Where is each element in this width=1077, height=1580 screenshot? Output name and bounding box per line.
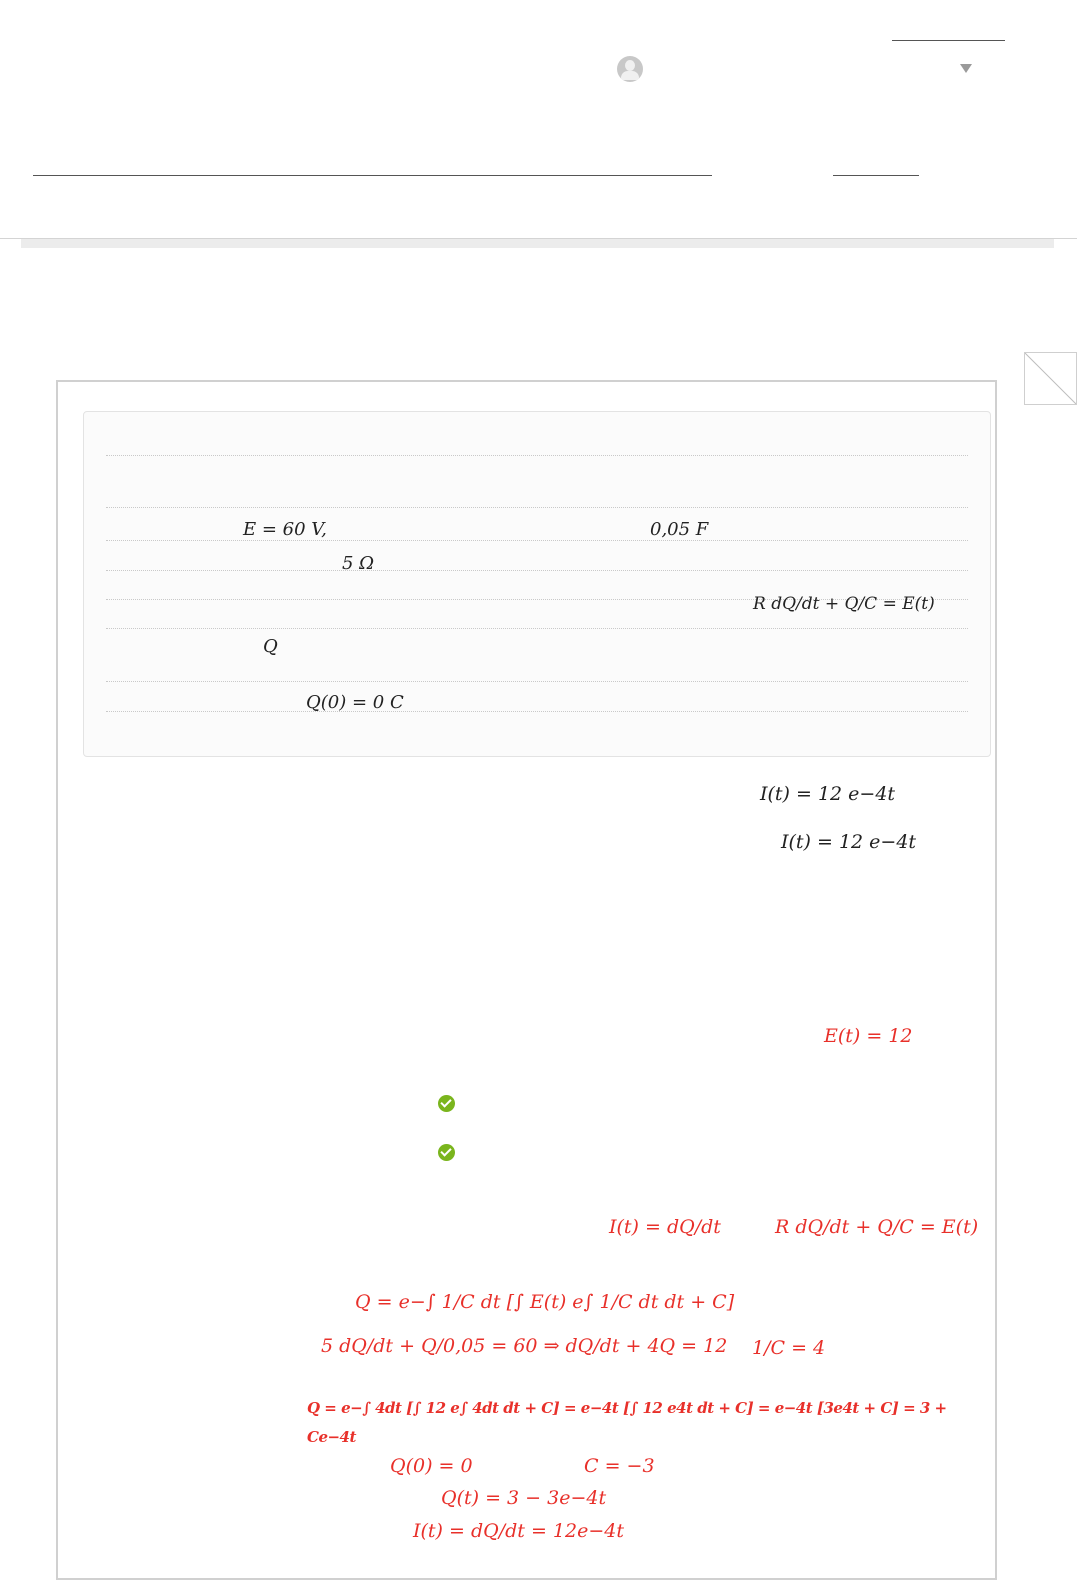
question-text-box bbox=[83, 411, 991, 757]
correct-answer: I(t) = 12 e−4t bbox=[781, 831, 917, 853]
general-solution: Q = e−∫ 1/C dt [∫ E(t) e∫ 1/C dt dt + C] bbox=[355, 1291, 735, 1313]
capacitance-value: 0,05 F bbox=[650, 519, 709, 540]
integration-step-continued: Ce−4t bbox=[307, 1428, 356, 1446]
current-solution: I(t) = dQ/dt = 12e−4t bbox=[413, 1520, 624, 1542]
resistance-value: 5 Ω bbox=[342, 553, 375, 574]
text-line bbox=[106, 455, 968, 456]
text-line bbox=[106, 507, 968, 508]
constant-value: C = −3 bbox=[584, 1455, 655, 1477]
user-avatar-icon[interactable] bbox=[617, 56, 643, 82]
integration-step: Q = e−∫ 4dt [∫ 12 e∫ 4dt dt + C] = e−4t [∫ 12 e4t dt + C] = e−4t [3e4t + C] = 3 + bbox=[307, 1399, 947, 1417]
text-line bbox=[106, 570, 968, 571]
check-circle-icon bbox=[438, 1095, 455, 1112]
source-function: E(t) = 12 bbox=[824, 1025, 913, 1047]
nav-link-underline-1[interactable] bbox=[33, 175, 555, 176]
emf-value: E = 60 V, bbox=[243, 519, 327, 540]
charge-solution: Q(t) = 3 − 3e−4t bbox=[441, 1487, 607, 1509]
nav-link-underline-3[interactable] bbox=[833, 175, 919, 176]
substituted-equation: 5 dQ/dt + Q/0,05 = 60 ⇒ dQ/dt + 4Q = 12 bbox=[321, 1335, 728, 1357]
given-answer: I(t) = 12 e−4t bbox=[760, 783, 896, 805]
caret-down-icon[interactable] bbox=[960, 64, 972, 73]
initial-condition-feedback: Q(0) = 0 bbox=[390, 1455, 473, 1477]
ode-repeat: R dQ/dt + Q/C = E(t) bbox=[775, 1216, 979, 1238]
header-shadow-band bbox=[21, 239, 1054, 248]
text-line bbox=[106, 711, 968, 712]
flag-corner-icon[interactable] bbox=[1024, 352, 1077, 405]
ode-formula: R dQ/dt + Q/C = E(t) bbox=[753, 594, 935, 614]
inverse-capacitance: 1/C = 4 bbox=[752, 1337, 826, 1359]
text-line bbox=[106, 681, 968, 682]
nav-link-underline-2[interactable] bbox=[555, 175, 712, 176]
initial-condition: Q(0) = 0 C bbox=[306, 692, 404, 713]
header-user-underline bbox=[892, 40, 1005, 41]
text-line bbox=[106, 628, 968, 629]
text-line bbox=[106, 540, 968, 541]
check-circle-icon bbox=[438, 1144, 455, 1161]
current-definition: I(t) = dQ/dt bbox=[609, 1216, 721, 1238]
charge-symbol: Q bbox=[263, 636, 278, 657]
